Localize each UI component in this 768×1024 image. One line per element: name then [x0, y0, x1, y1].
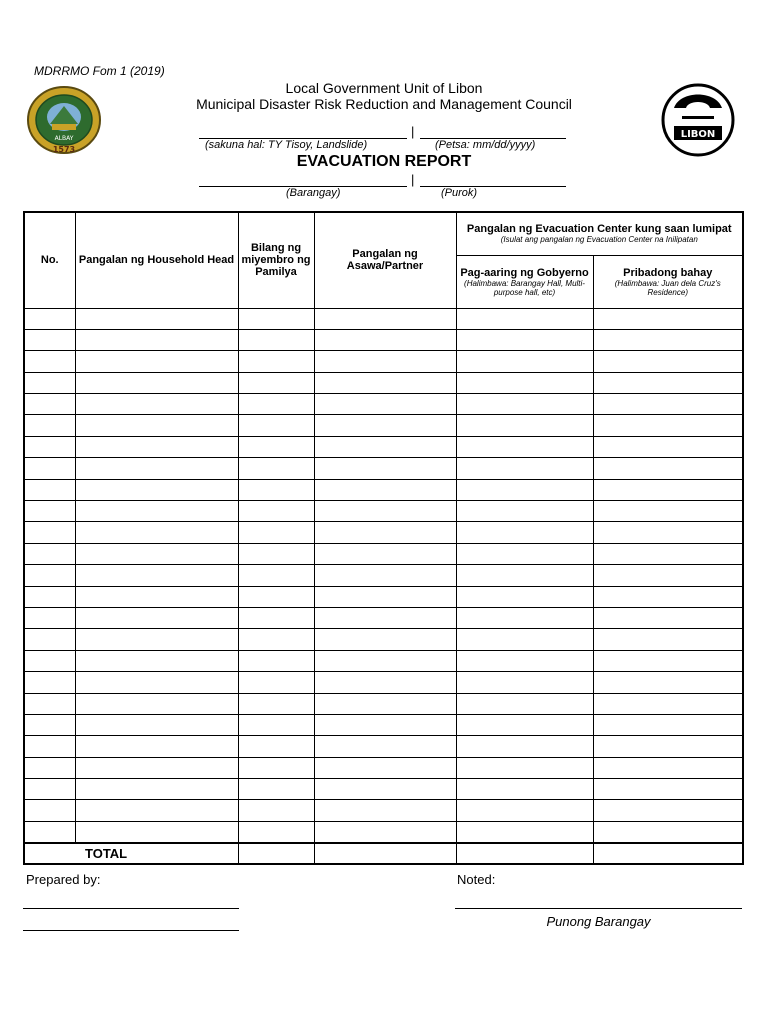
header-government-owned: [456, 255, 593, 308]
cell-private-house[interactable]: [593, 757, 743, 778]
cell-family-members[interactable]: [238, 501, 314, 522]
header-no: No.: [24, 212, 75, 308]
cell-no[interactable]: [24, 607, 75, 628]
table-row: [24, 501, 743, 522]
cell-government-owned[interactable]: [456, 543, 593, 564]
cell-government-owned[interactable]: [456, 458, 593, 479]
cell-spouse[interactable]: [314, 458, 456, 479]
table-row: [24, 757, 743, 778]
table-row: [24, 693, 743, 714]
cell-private-house[interactable]: [593, 436, 743, 457]
cell-family-members[interactable]: [238, 543, 314, 564]
cell-household-head[interactable]: [75, 522, 238, 543]
cell-government-owned[interactable]: [456, 372, 593, 393]
table-row: [24, 629, 743, 650]
header-private-house-note: (Halimbawa: Juan dela Cruz's Residence): [614, 278, 721, 297]
cell-no[interactable]: [24, 821, 75, 843]
table-row: [24, 436, 743, 457]
cell-government-owned[interactable]: [456, 522, 593, 543]
cell-private-house[interactable]: [593, 736, 743, 757]
table-row: [24, 565, 743, 586]
table-row: [24, 543, 743, 564]
cell-government-owned[interactable]: [456, 672, 593, 693]
cell-government-owned[interactable]: [456, 394, 593, 415]
table-row: [24, 479, 743, 500]
header-family-members: Bilang ng miyembro ng Pamilya: [238, 212, 314, 308]
cell-government-owned[interactable]: [456, 757, 593, 778]
cell-private-house[interactable]: [593, 329, 743, 350]
header-government-owned-label: Pag-aaring ng Gobyerno: [460, 266, 589, 279]
prepared-by-label: Prepared by:: [26, 872, 101, 887]
table-row: [24, 522, 743, 543]
total-label: TOTAL: [24, 843, 238, 864]
cell-government-owned[interactable]: [456, 714, 593, 735]
cell-family-members[interactable]: [238, 650, 314, 671]
cell-spouse[interactable]: [314, 372, 456, 393]
total-government-owned[interactable]: [456, 843, 593, 864]
cell-no[interactable]: [24, 329, 75, 350]
cell-no[interactable]: [24, 565, 75, 586]
cell-household-head[interactable]: [75, 308, 238, 329]
cell-government-owned[interactable]: [456, 479, 593, 500]
header-lgu: Local Government Unit of Libon: [285, 80, 483, 96]
cell-household-head[interactable]: [75, 650, 238, 671]
cell-government-owned[interactable]: [456, 607, 593, 628]
cell-spouse[interactable]: [314, 779, 456, 800]
cell-private-house[interactable]: [593, 800, 743, 821]
cell-family-members[interactable]: [238, 458, 314, 479]
cell-spouse[interactable]: [314, 800, 456, 821]
table-row: [24, 821, 743, 843]
seal-year: 1573: [52, 145, 76, 154]
cell-spouse[interactable]: [314, 607, 456, 628]
cell-spouse[interactable]: [314, 308, 456, 329]
cell-government-owned[interactable]: [456, 415, 593, 436]
cell-family-members[interactable]: [238, 607, 314, 628]
cell-family-members[interactable]: [238, 479, 314, 500]
table-row: [24, 607, 743, 628]
cell-no[interactable]: [24, 672, 75, 693]
separator: |: [411, 172, 415, 187]
form-number: MDRRMO Fom 1 (2019): [34, 64, 165, 78]
cell-spouse[interactable]: [314, 650, 456, 671]
header-private-house: [593, 255, 743, 308]
table-row: [24, 714, 743, 735]
page-title: EVACUATION REPORT: [296, 153, 472, 170]
cell-no[interactable]: [24, 779, 75, 800]
table-row: [24, 329, 743, 350]
header-private-house-label: Pribadong bahay: [623, 266, 713, 279]
header-evacuation-center-label: Pangalan ng Evacuation Center kung saan lumipat: [466, 223, 732, 236]
total-row: [24, 843, 743, 864]
cell-no[interactable]: [24, 736, 75, 757]
table-row: [24, 586, 743, 607]
table-row: [24, 779, 743, 800]
cell-government-owned[interactable]: [456, 821, 593, 843]
cell-household-head[interactable]: [75, 436, 238, 457]
cell-family-members[interactable]: [238, 779, 314, 800]
cell-private-house[interactable]: [593, 415, 743, 436]
cell-spouse[interactable]: [314, 415, 456, 436]
cell-no[interactable]: [24, 308, 75, 329]
cell-household-head[interactable]: [75, 779, 238, 800]
petsa-hint: (Petsa: mm/dd/yyyy): [435, 139, 536, 151]
logo-text: LIBON: [680, 129, 716, 140]
cell-family-members[interactable]: [238, 565, 314, 586]
cell-household-head[interactable]: [75, 458, 238, 479]
cell-spouse[interactable]: [314, 714, 456, 735]
total-family-members[interactable]: [238, 843, 314, 864]
cell-household-head[interactable]: [75, 372, 238, 393]
cell-government-owned[interactable]: [456, 800, 593, 821]
cell-private-house[interactable]: [593, 650, 743, 671]
cell-private-house[interactable]: [593, 394, 743, 415]
table-row: [24, 672, 743, 693]
cell-government-owned[interactable]: [456, 693, 593, 714]
table-row: [24, 736, 743, 757]
cell-family-members[interactable]: [238, 522, 314, 543]
cell-household-head[interactable]: [75, 565, 238, 586]
cell-spouse[interactable]: [314, 501, 456, 522]
cell-family-members[interactable]: [238, 672, 314, 693]
cell-no[interactable]: [24, 629, 75, 650]
cell-private-house[interactable]: [593, 372, 743, 393]
table-row: [24, 415, 743, 436]
table-row: [24, 800, 743, 821]
cell-government-owned[interactable]: [456, 565, 593, 586]
barangay-hint: (Barangay): [286, 187, 341, 199]
cell-family-members[interactable]: [238, 714, 314, 735]
cell-no[interactable]: [24, 458, 75, 479]
cell-no[interactable]: [24, 714, 75, 735]
cell-household-head[interactable]: [75, 736, 238, 757]
cell-family-members[interactable]: [238, 351, 314, 372]
cell-no[interactable]: [24, 800, 75, 821]
cell-government-owned[interactable]: [456, 650, 593, 671]
cell-spouse[interactable]: [314, 543, 456, 564]
cell-no[interactable]: [24, 415, 75, 436]
seal-text: ALBAY: [54, 135, 74, 142]
noted-signature-line[interactable]: [455, 908, 742, 909]
cell-government-owned[interactable]: [456, 501, 593, 522]
cell-spouse[interactable]: [314, 821, 456, 843]
noted-label: Noted:: [457, 872, 496, 887]
cell-family-members[interactable]: [238, 586, 314, 607]
prepared-by-name-line[interactable]: [23, 930, 239, 931]
cell-household-head[interactable]: [75, 714, 238, 735]
table-row: [24, 351, 743, 372]
header-council: Municipal Disaster Risk Reduction and Management Council: [196, 96, 572, 112]
cell-household-head[interactable]: [75, 329, 238, 350]
cell-household-head[interactable]: [75, 586, 238, 607]
cell-government-owned[interactable]: [456, 779, 593, 800]
cell-family-members[interactable]: [238, 736, 314, 757]
header-spouse: Pangalan ng Asawa/Partner: [314, 212, 456, 308]
header-evacuation-center-note: (Isulat ang pangalan ng Evacuation Center na Inilipatan: [500, 235, 698, 245]
cell-no[interactable]: [24, 436, 75, 457]
cell-household-head[interactable]: [75, 629, 238, 650]
cell-private-house[interactable]: [593, 714, 743, 735]
total-private-house[interactable]: [593, 843, 743, 864]
cell-household-head[interactable]: [75, 543, 238, 564]
table-row: [24, 394, 743, 415]
cell-family-members[interactable]: [238, 372, 314, 393]
cell-spouse[interactable]: [314, 672, 456, 693]
cell-no[interactable]: [24, 543, 75, 564]
cell-government-owned[interactable]: [456, 351, 593, 372]
cell-private-house[interactable]: [593, 629, 743, 650]
cell-no[interactable]: [24, 522, 75, 543]
cell-spouse[interactable]: [314, 436, 456, 457]
separator: |: [411, 124, 415, 139]
cell-no[interactable]: [24, 693, 75, 714]
cell-private-house[interactable]: [593, 821, 743, 843]
cell-spouse[interactable]: [314, 586, 456, 607]
cell-private-house[interactable]: [593, 693, 743, 714]
cell-government-owned[interactable]: [456, 436, 593, 457]
cell-spouse[interactable]: [314, 351, 456, 372]
cell-household-head[interactable]: [75, 672, 238, 693]
table-row: [24, 372, 743, 393]
header-government-owned-note: (Halimbawa: Barangay Hall, Multi-purpose hall, etc): [464, 278, 585, 297]
cell-household-head[interactable]: [75, 821, 238, 843]
cell-household-head[interactable]: [75, 757, 238, 778]
cell-family-members[interactable]: [238, 308, 314, 329]
cell-no[interactable]: [24, 351, 75, 372]
total-spouse[interactable]: [314, 843, 456, 864]
cell-spouse[interactable]: [314, 479, 456, 500]
cell-household-head[interactable]: [75, 394, 238, 415]
evacuation-table: [23, 211, 744, 865]
cell-private-house[interactable]: [593, 522, 743, 543]
cell-private-house[interactable]: [593, 501, 743, 522]
cell-household-head[interactable]: [75, 693, 238, 714]
cell-private-house[interactable]: [593, 543, 743, 564]
cell-no[interactable]: [24, 757, 75, 778]
cell-family-members[interactable]: [238, 757, 314, 778]
cell-family-members[interactable]: [238, 629, 314, 650]
cell-household-head[interactable]: [75, 415, 238, 436]
header-evacuation-center: [456, 212, 743, 255]
cell-no[interactable]: [24, 479, 75, 500]
noted-role: Punong Barangay: [546, 914, 651, 929]
cell-family-members[interactable]: [238, 693, 314, 714]
cell-no[interactable]: [24, 372, 75, 393]
header-household-head: Pangalan ng Household Head: [75, 212, 238, 308]
prepared-by-signature-line[interactable]: [23, 908, 239, 909]
cell-government-owned[interactable]: [456, 736, 593, 757]
cell-family-members[interactable]: [238, 800, 314, 821]
table-body: [24, 308, 743, 864]
cell-no[interactable]: [24, 650, 75, 671]
table-row: [24, 458, 743, 479]
cell-no[interactable]: [24, 394, 75, 415]
cell-spouse[interactable]: [314, 329, 456, 350]
cell-private-house[interactable]: [593, 351, 743, 372]
cell-family-members[interactable]: [238, 329, 314, 350]
cell-spouse[interactable]: [314, 757, 456, 778]
table-row: [24, 308, 743, 329]
cell-household-head[interactable]: [75, 501, 238, 522]
cell-household-head[interactable]: [75, 800, 238, 821]
cell-household-head[interactable]: [75, 607, 238, 628]
cell-private-house[interactable]: [593, 308, 743, 329]
cell-family-members[interactable]: [238, 436, 314, 457]
cell-government-owned[interactable]: [456, 308, 593, 329]
cell-private-house[interactable]: [593, 779, 743, 800]
cell-private-house[interactable]: [593, 565, 743, 586]
cell-no[interactable]: [24, 501, 75, 522]
cell-spouse[interactable]: [314, 629, 456, 650]
cell-spouse[interactable]: [314, 693, 456, 714]
cell-government-owned[interactable]: [456, 586, 593, 607]
cell-government-owned[interactable]: [456, 329, 593, 350]
cell-spouse[interactable]: [314, 394, 456, 415]
purok-hint: (Purok): [441, 187, 478, 199]
cell-family-members[interactable]: [238, 821, 314, 843]
cell-private-house[interactable]: [593, 586, 743, 607]
table-row: [24, 650, 743, 671]
cell-family-members[interactable]: [238, 394, 314, 415]
cell-private-house[interactable]: [593, 479, 743, 500]
cell-spouse[interactable]: [314, 565, 456, 586]
cell-family-members[interactable]: [238, 415, 314, 436]
cell-no[interactable]: [24, 586, 75, 607]
cell-private-house[interactable]: [593, 672, 743, 693]
cell-spouse[interactable]: [314, 522, 456, 543]
cell-government-owned[interactable]: [456, 629, 593, 650]
cell-private-house[interactable]: [593, 458, 743, 479]
cell-private-house[interactable]: [593, 607, 743, 628]
cell-spouse[interactable]: [314, 736, 456, 757]
cell-household-head[interactable]: [75, 351, 238, 372]
sakuna-hint: (sakuna hal: TY Tisoy, Landslide): [205, 139, 368, 151]
cell-household-head[interactable]: [75, 479, 238, 500]
